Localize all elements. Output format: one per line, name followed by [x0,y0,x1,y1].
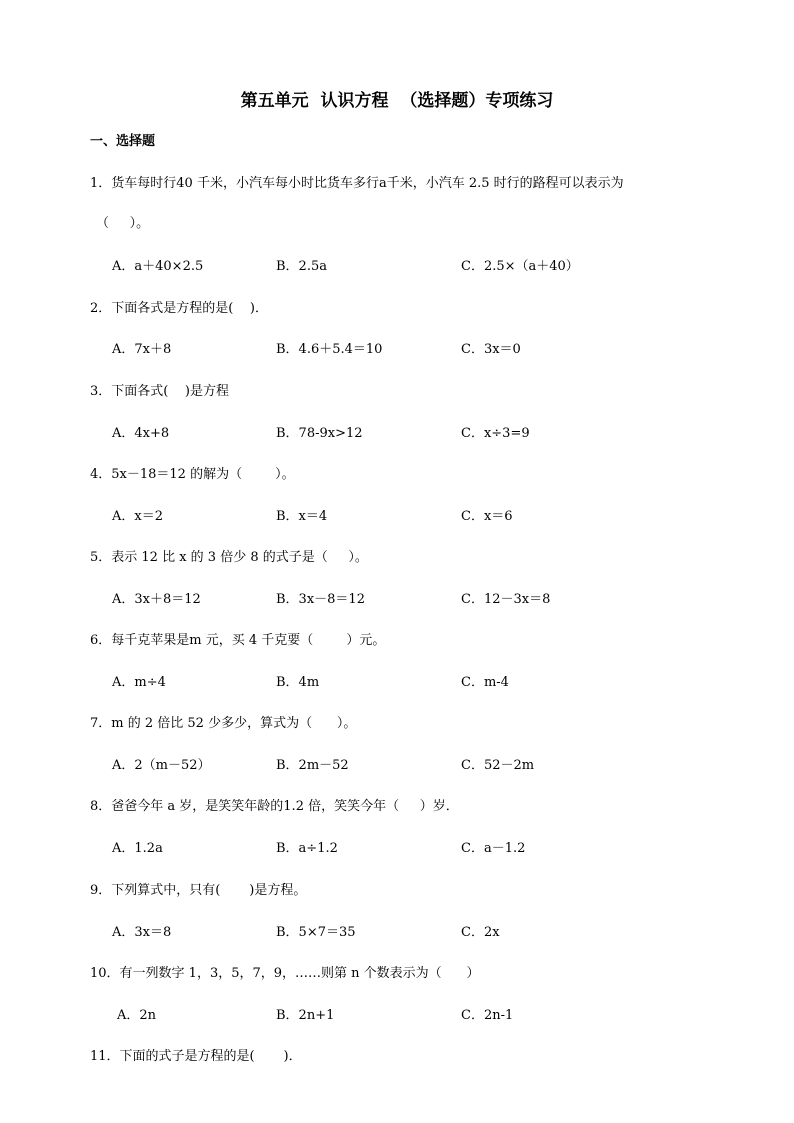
question-11: 11．下面的式子是方程的是( )． [90,1049,302,1064]
question-3-option-b[interactable]: B．78-9x>12 [276,426,363,441]
question-7-option-a[interactable]: A．2（m－52） [112,758,211,773]
question-1-option-a[interactable]: A．a＋40×2.5 [112,259,204,274]
question-2: 2．下面各式是方程的是( )． [90,301,268,316]
question-5-option-c[interactable]: C．12－3x＝8 [461,592,551,607]
question-6: 6．每千克苹果是m 元，买 4 千克要（ ）元。 [90,633,386,648]
question-9-option-b[interactable]: B．5×7＝35 [276,925,356,940]
question-2-option-a[interactable]: A．7x＋8 [112,342,172,357]
question-3-option-c[interactable]: C．x÷3=9 [461,426,530,441]
question-8-option-a[interactable]: A．1.2a [112,841,163,856]
question-10-option-a[interactable]: A．2n [117,1008,157,1023]
page-title: 第五单元 认识方程 （选择题）专项练习 [240,91,554,111]
question-9-option-a[interactable]: A．3x＝8 [112,925,172,940]
question-10-option-c[interactable]: C．2n-1 [461,1008,514,1023]
question-8-option-b[interactable]: B．a÷1.2 [276,841,338,856]
question-9-option-c[interactable]: C．2x [461,925,500,940]
question-4-option-a[interactable]: A．x＝2 [112,509,163,524]
question-10: 10．有一列数字 1，3，5，7，9，……则第 n 个数表示为（ ） [90,966,480,981]
question-2-option-c[interactable]: C．3x＝0 [461,342,521,357]
question-6-option-c[interactable]: C．m-4 [461,675,509,690]
question-1-option-b[interactable]: B．2.5a [276,259,327,274]
question-5-option-a[interactable]: A．3x＋8＝12 [112,592,201,607]
question-7-option-c[interactable]: C．52－2m [461,758,535,773]
question-5: 5．表示 12 比 x 的 3 倍少 8 的式子是（ ）。 [90,550,368,565]
question-10-option-b[interactable]: B．2n+1 [276,1008,335,1023]
question-7-option-b[interactable]: B．2m－52 [276,758,349,773]
question-6-option-b[interactable]: B．4m [276,675,320,690]
question-9: 9．下列算式中，只有( )是方程。 [90,883,307,898]
question-1-continuation: （ ）。 [96,216,150,231]
question-4: 4．5x－18＝12 的解为（ ）。 [90,467,295,482]
question-1-option-c[interactable]: C．2.5×（a＋40） [461,259,579,274]
question-6-option-a[interactable]: A．m÷4 [112,675,166,690]
section-heading: 一、选择题 [90,134,156,149]
question-1: 1．货车每时行40 千米，小汽车每小时比货车多行a千米，小汽车 2.5 时行的路程可以表示为 [90,176,624,191]
question-3: 3．下面各式( )是方程 [90,384,229,399]
question-2-option-b[interactable]: B．4.6＋5.4＝10 [276,342,383,357]
question-8: 8．爸爸今年 a 岁，是笑笑年龄的1.2 倍，笑笑今年（ ）岁． [90,799,459,814]
question-4-option-c[interactable]: C．x＝6 [461,509,513,524]
question-7: 7．m 的 2 倍比 52 少多少，算式为（ ）。 [90,716,357,731]
question-5-option-b[interactable]: B．3x－8＝12 [276,592,365,607]
question-4-option-b[interactable]: B．x＝4 [276,509,328,524]
question-3-option-a[interactable]: A．4x+8 [112,426,170,441]
question-8-option-c[interactable]: C．a－1.2 [461,841,526,856]
